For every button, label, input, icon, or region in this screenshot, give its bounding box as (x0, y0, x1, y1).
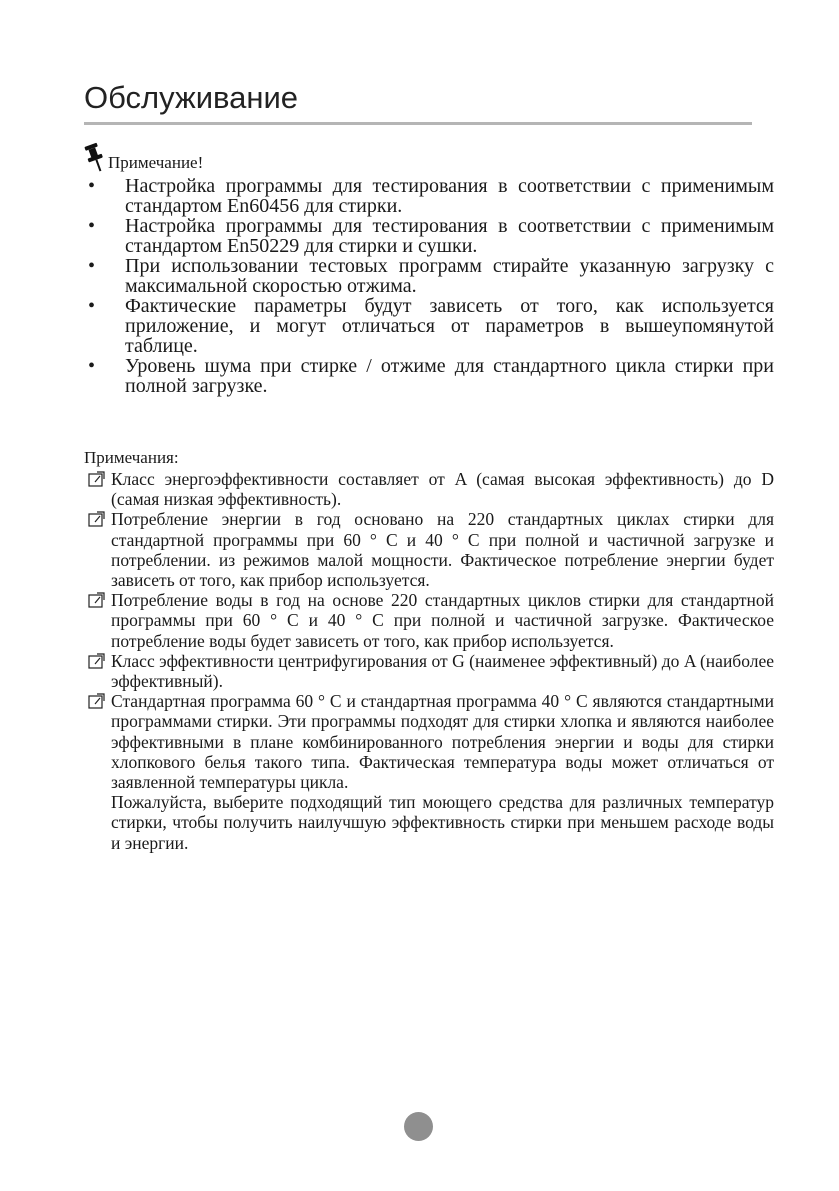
note-text: Потребление воды в год на основе 220 стандартных циклов стирки для стандартной программы при 60 ° C и 40 ° C при полной и частичной загрузке. Фактическое потребление воды будет зависеть от того, как прибор используется. (111, 590, 774, 651)
list-item: • Фактические параметры будут зависеть от того, как используется приложение, и могут отличаться от параметров в вышеупомянутой таблице. (84, 296, 774, 356)
note-icon (88, 592, 105, 608)
list-item (84, 509, 774, 590)
page-number-badge (404, 1112, 433, 1141)
note-icon (88, 511, 105, 527)
note-text: Потребление энергии в год основано на 220 стандартных циклах стирки для стандартной программы при 60 ° C и 40 ° C при полной и частичной загрузке и потреблении. из режимов малой мощности. Фактическое потребление энергии будет зависеть от того, как прибор используется. (111, 509, 774, 591)
list-item (84, 469, 774, 509)
note-label: Примечание! (108, 153, 204, 172)
note-text: Класс энергоэффективности составляет от A (самая высокая эффективность) до D (самая низкая эффективность). (111, 469, 774, 510)
detergent-advice: Пожалуйста, выберите подходящий тип моющего средства для различных температур стирки, чтобы получить наилучшую эффективность стирки при меньшем расходе воды и энергии. (111, 792, 774, 853)
list-item: • При использовании тестовых программ стирайте указанную загрузку с максимальной скоростью отжима. (84, 256, 774, 296)
notes-list (84, 469, 774, 853)
list-item (84, 691, 774, 792)
list-item (84, 651, 774, 691)
note-header (82, 140, 203, 174)
note-text: Стандартная программа 60 ° C и стандартная программа 40 ° C являются стандартными программами стирки. Эти программы подходят для стирки хлопка и являются наиболее эффективными в плане комбинированного потребления энергии и воды для стирки хлопкового белья такого типа. Фактическая температура воды может отличаться от заявленной температуры цикла. (111, 691, 774, 793)
list-item: • Настройка программы для тестирования в соответствии с применимым стандартом En60456 для стирки. (84, 176, 774, 216)
pushpin-icon (82, 142, 108, 174)
page-title: Обслуживание (84, 80, 299, 115)
list-item (84, 590, 774, 651)
list-item: • Уровень шума при стирке / отжиме для стандартного цикла стирки при полной загрузке. (84, 356, 774, 396)
note-icon (88, 653, 105, 669)
note-icon (88, 693, 105, 709)
note-text: Класс эффективности центрифугирования от G (наименее эффективный) до A (наиболее эффективный). (111, 650, 774, 692)
list-item: • Настройка программы для тестирования в соответствии с применимым стандартом En50229 для стирки и сушки. (84, 216, 774, 256)
notes-label: Примечания: (84, 448, 179, 467)
title-divider (84, 122, 752, 125)
note-icon (88, 471, 105, 487)
note-bullet-list (84, 176, 774, 396)
